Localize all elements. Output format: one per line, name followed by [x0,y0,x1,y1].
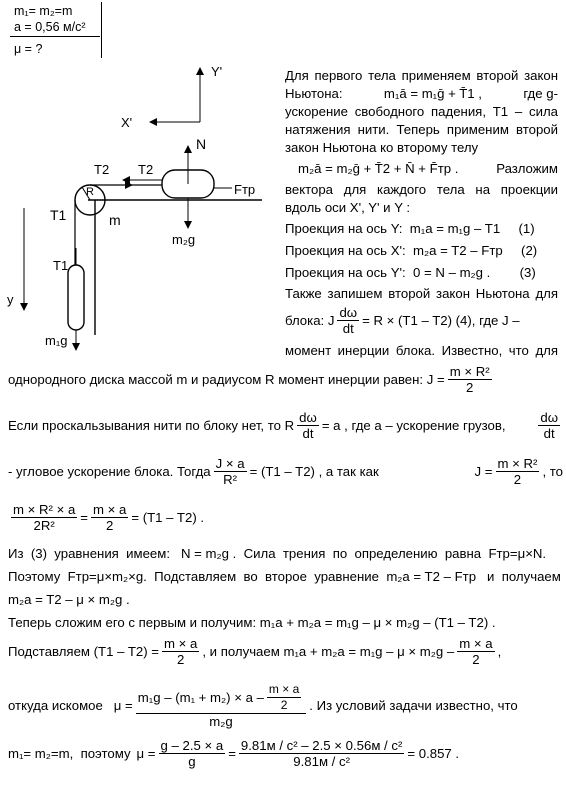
label-T2-right: T2 [138,162,154,177]
given-masses: m₁= m₂=m [14,4,73,18]
fraction-Ja-R2: $\frac{J \times a}{\text{R²}}$ [215,456,245,487]
fraction-inertia: $\frac{\text{m × R²}}{2}$ [449,364,490,395]
fraction-ma-2: $\frac{m \times a}{2}$ [93,502,127,533]
given-divider [10,36,100,37]
projection-x-prime: Проекция на ось X': m₂a = T2 – Fтр (2) [285,243,538,258]
p10-line: Теперь сложим его с первым и получим: m₁a + m₂a = m₁g – μ × m₂g – (T1 – T2) . [8,615,496,630]
axis-y-prime-label: Y' [211,64,223,79]
label-N: N [196,136,207,152]
p2-line2-a: блока: J [285,312,335,328]
fraction-mu-general: m₁g – (m₁ + m₂) × a – $\frac{m \times a}{2}$ m₂g [136,682,307,729]
fraction-ma-2-b: $\frac{m \times a}{2}$ [164,636,198,667]
eq-second-body: m₂ā = m₂ḡ + T̄2 + N̄ + F̄тр . [298,161,459,176]
fraction-mR2a-2R2: $\frac{\text{m × R² × a}}{\text{2R²}}$ [13,502,76,533]
label-m1g: m₁g [45,333,68,348]
fraction-mu-simplified: $\frac{g - 2.5 \times a}{g}$ [160,738,224,769]
p4-line: Если проскальзывания нити по блоку нет, то R $\frac{d\omega}{dt}$ = a , где a – ускорение грузов, $\frac{d\omega}{dt}$ [8,410,558,441]
label-m2g: m₂g [172,232,196,247]
p1-line6 [298,161,558,177]
p1-line2 [285,86,558,102]
p5-line: - угловое ускорение блока. Тогда $\frac{J \times a}{\text{R²}}$ = (T1 – T2) , а так как J = $\frac{\text{m × R²}}{2}$ , то [8,456,563,487]
find-mu: μ = ? [14,42,43,56]
label-Ftr: Fтр [234,182,256,197]
p7-line: Из (3) уравнения имеем: N = m₂g . Сила трения по определению равна Fтр=μ×N. [8,546,547,561]
p1-line7: вектора для каждого тела на проекции [285,182,558,197]
p2-line2 [285,305,558,336]
p2-line2-b: = R × (T1 – T2) (4), где J – [362,312,520,328]
p11-line: Подставляем (T1 – T2) = $\frac{m \times a}{2}$ , и получаем m₁a + m₂a = m₁g – μ × m₂g – $\frac{m \times a}{2}$ , [8,636,502,667]
axis-x-prime-label: X' [121,115,133,130]
p1-line3: ускорение свободного падения, T1 – сила [285,104,558,119]
given-acceleration: a = 0,56 м/с² [14,20,86,34]
p2-line1: Также запишем второй закон Ньютона для [285,286,558,301]
p1-line2-a: Ньютона: [285,86,343,101]
label-T1-side: T1 [50,207,67,223]
fraction-mu-numeric: $\frac{\text{9.81м / с² – 2.5 × 0.56м / с²}}{\text{9.81м / с²}}$ [240,738,403,769]
p1-line1: Для первого тела применяем второй закон [285,68,558,83]
given-vertical-rule [101,2,102,58]
label-R: R [86,186,94,198]
label-T2-left: T2 [94,162,110,177]
eq-first-body: m₁ā = m₁ḡ + T̄1 , [383,86,482,101]
p9-line: m₂a = T2 – μ × m₂g . [8,592,130,607]
p1-line6-b: Разложим [496,161,558,176]
p6-line: $\frac{\text{m × R² × a}}{\text{2R²}}$ = $\frac{m \times a}{2}$ = (T1 – T2) . [13,502,205,533]
p8-line: Поэтому Fтр=μ×m₂×g. Подставляем во второе уравнение m₂a = T2 – Fтр и получаем [8,569,561,584]
p1-line8: вдоль оси X', Y' и Y : [285,200,411,215]
fraction-inertia-2: $\frac{\text{m × R²}}{2}$ [497,456,538,487]
p13-line: m₁= m₂=m, поэтому μ = $\frac{g - 2.5 \times a}{g}$ = $\frac{\text{9.81м / с² – 2.5 × 0.56м / с²}}{\text{9.81м / с²}}$ = 0.857 . [8,738,460,769]
p1-line5: закон Ньютона ко второму телу [285,140,479,155]
projection-y: Проекция на ось Y: m₁a = m₁g – T1 (1) [285,221,535,236]
label-m: m [109,212,121,228]
final-result: = 0.857 . [407,745,460,761]
p1-line4: натяжения нити. Теперь применим второй [285,122,558,137]
fraction-ma-2-nested: $\frac{m \times a}{2}$ [268,682,300,712]
p12-line: откуда искомое μ = m₁g – (m₁ + m₂) × a – $\frac{m \times a}{2}$ m₂g . Из условий задачи известно, что [8,682,518,729]
p2-line3: момент инерции блока. Известно, что для [285,343,558,358]
fraction-domega-dt-2: $\frac{d\omega}{dt}$ [299,410,317,441]
body-1 [68,265,84,330]
physics-diagram [0,60,265,360]
projection-y-prime: Проекция на ось Y': 0 = N – m₂g . (3) [285,265,536,280]
fraction-domega-dt: $\frac{d\omega}{dt}$ [339,305,358,336]
p1-line2-c: где g- [523,86,558,101]
label-T1-block: T1 [53,258,69,273]
p3-line: однородного диска массой m и радиусом R момент инерции равен: J = $\frac{\text{m × R²}}{2}$ [8,364,490,395]
fraction-domega-dt-3: $\frac{d\omega}{dt}$ [540,410,558,441]
fraction-ma-2-c: $\frac{m \times a}{2}$ [459,636,493,667]
axis-y-label: y [7,292,14,307]
